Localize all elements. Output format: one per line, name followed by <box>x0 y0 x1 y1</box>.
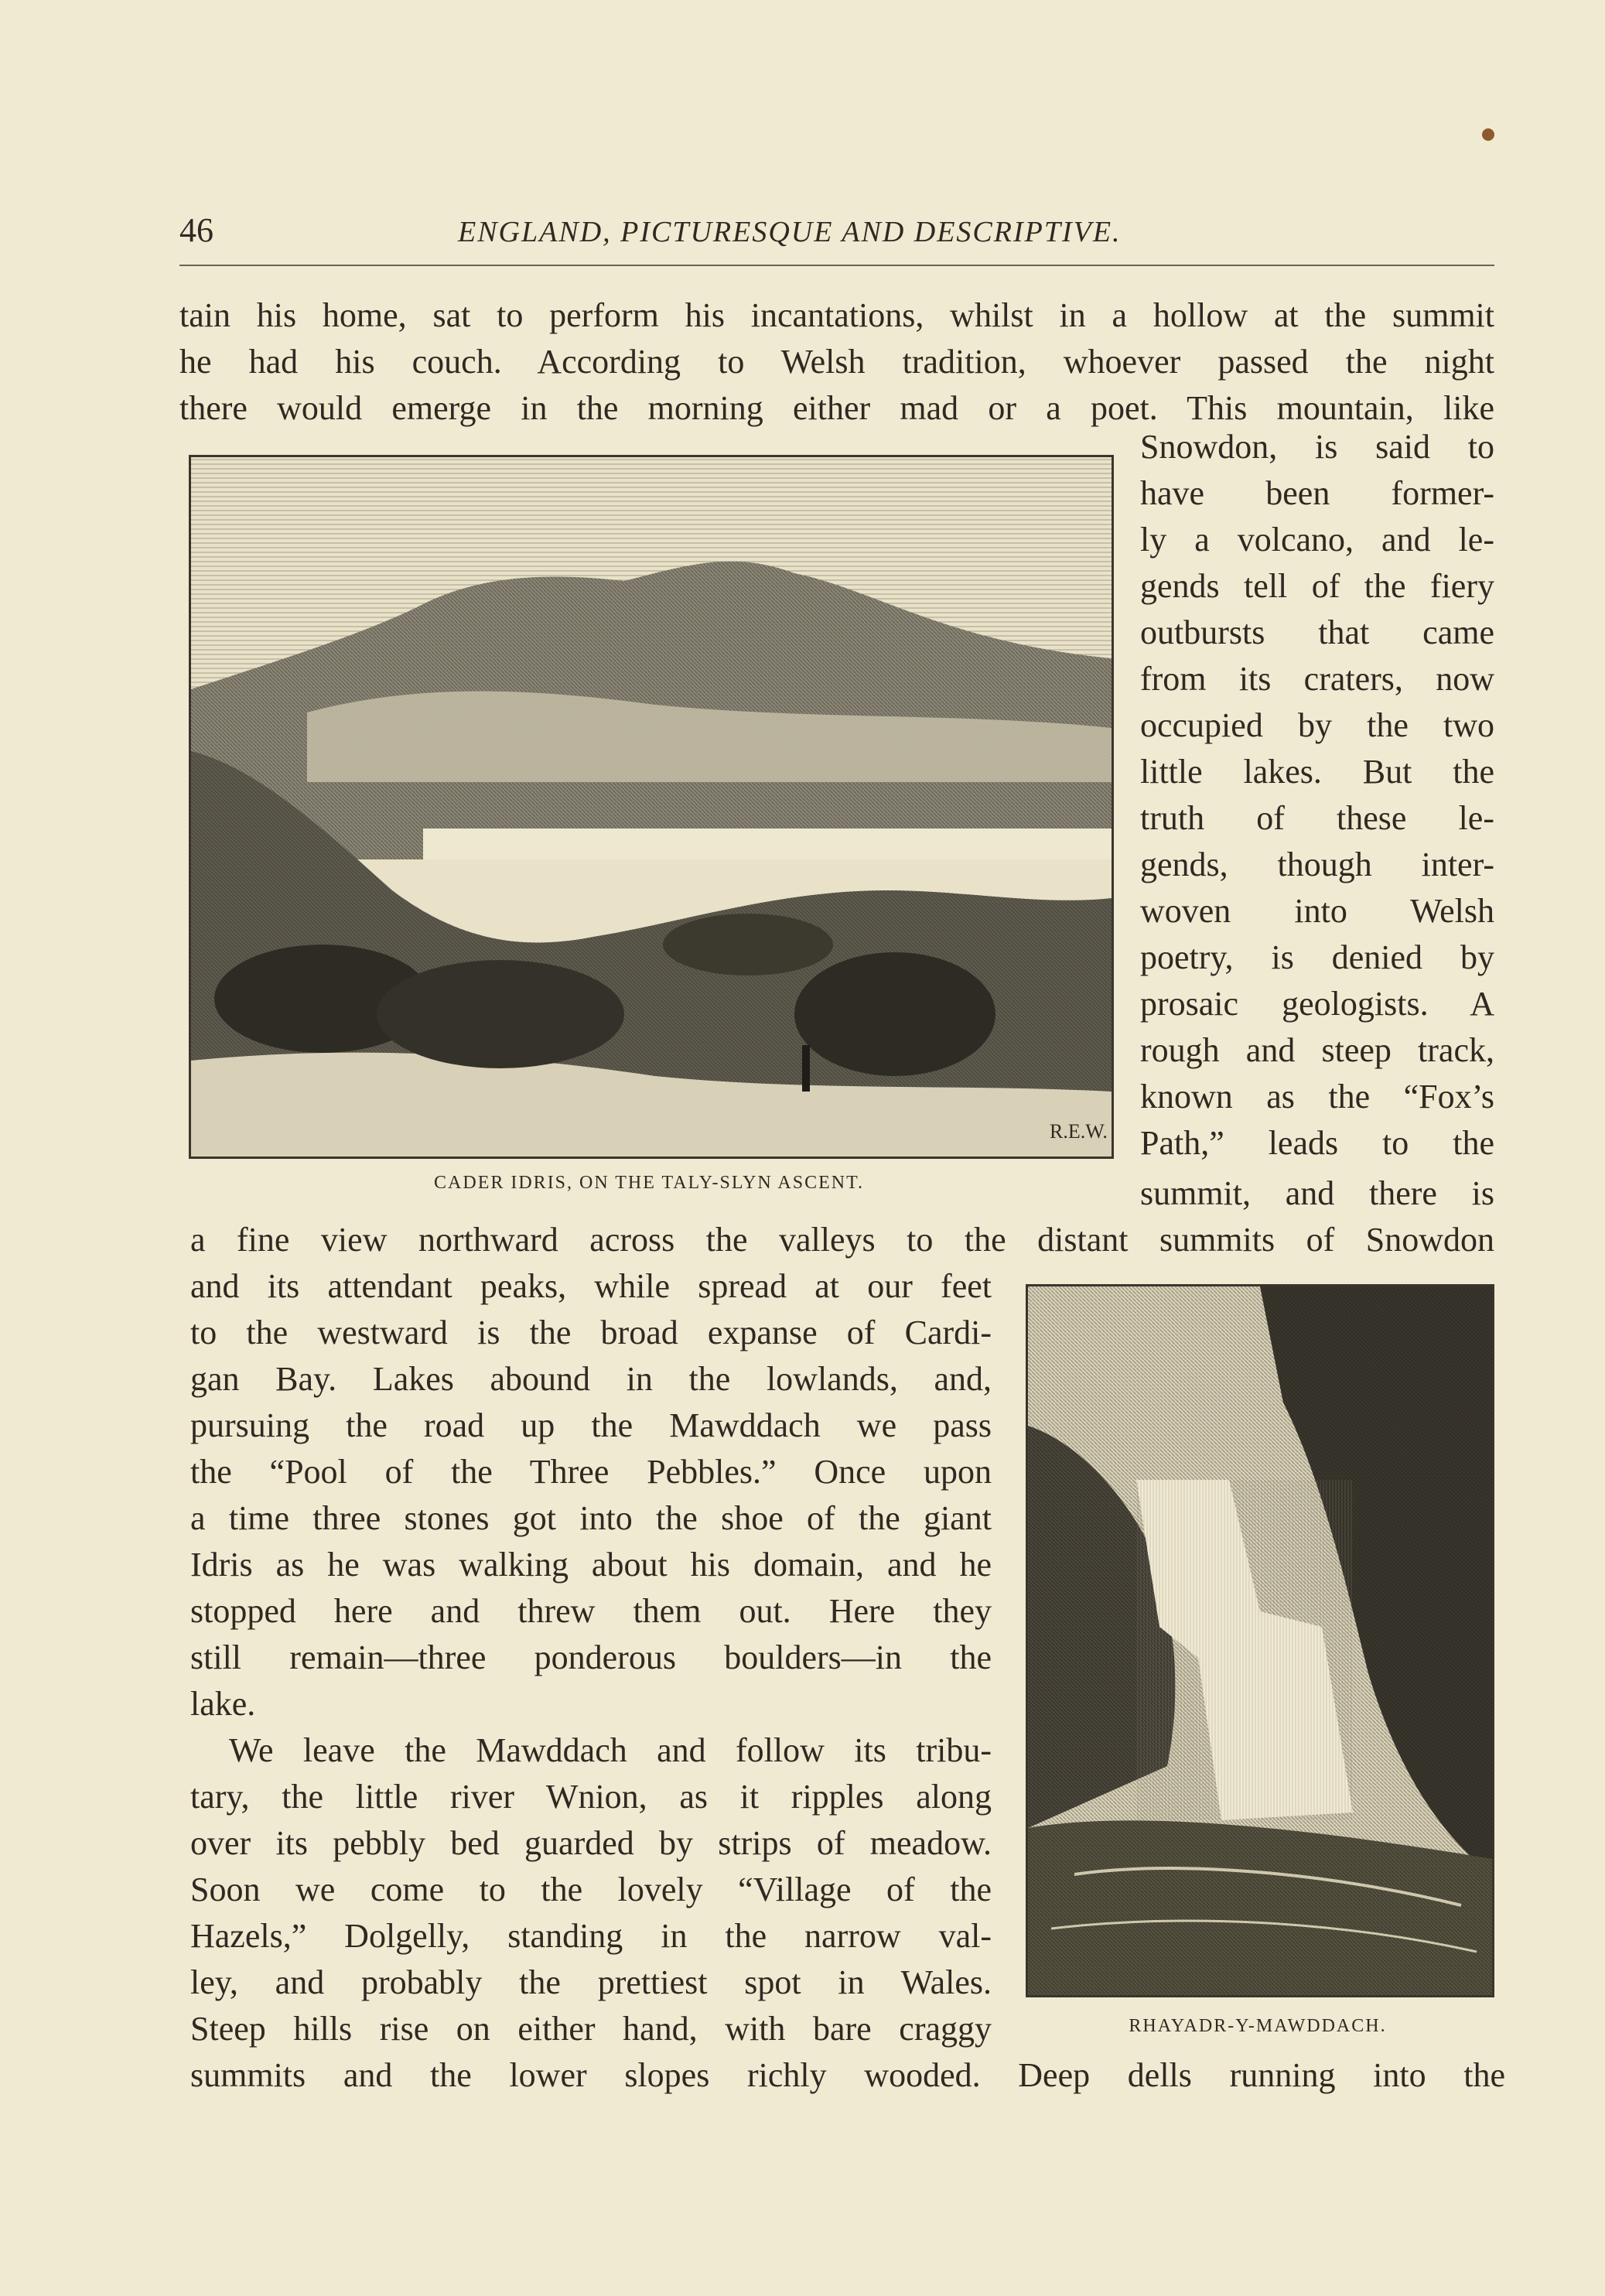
engraving-waterfall <box>1028 1286 1492 1995</box>
page-header <box>179 210 1494 265</box>
ink-spot <box>1482 128 1494 141</box>
text-line: occupied by the two <box>1140 706 1494 744</box>
text-line: stopped here and threw them out. Here they <box>190 1592 992 1630</box>
engraving-landscape <box>191 457 1112 1157</box>
text-line: ley, and probably the prettiest spot in Wales. <box>190 1963 992 2001</box>
text-line: the “Pool of the Three Pebbles.” Once upon <box>190 1453 992 1491</box>
illustration-waterfall <box>1026 1284 1494 1997</box>
text-line: Idris as he was walking about his domain, and he <box>190 1546 992 1584</box>
text-line: he had his couch. According to Welsh tradition, whoever passed the night <box>179 343 1494 381</box>
text-line: Path,” leads to the <box>1140 1124 1494 1162</box>
text-line: summit, and there is <box>1140 1174 1494 1212</box>
text-line: lake. <box>190 1685 256 1723</box>
header-rule <box>179 265 1494 266</box>
text-line: prosaic geologists. A <box>1140 985 1494 1023</box>
text-line: a fine view northward across the valleys to the distant summits of Snowdon <box>190 1221 1494 1259</box>
text-line: Steep hills rise on either hand, with bare craggy <box>190 2010 992 2048</box>
text-line: known as the “Fox’s <box>1140 1078 1494 1116</box>
text-line: over its pebbly bed guarded by strips of meadow. <box>190 1824 992 1862</box>
text-line: pursuing the road up the Mawddach we pass <box>190 1406 992 1444</box>
text-line: from its craters, now <box>1140 660 1494 698</box>
text-line: there would emerge in the morning either mad or a poet. This mountain, like <box>179 389 1494 427</box>
text-line: tain his home, sat to perform his incantations, whilst in a hollow at the summit <box>179 296 1494 334</box>
text-line: truth of these le- <box>1140 799 1494 837</box>
text-line: Snowdon, is said to <box>1140 428 1494 466</box>
text-line: little lakes. But the <box>1140 753 1494 791</box>
figure-caption: RHAYADR-Y-MAWDDACH. <box>1129 2016 1387 2036</box>
text-line: gends, though inter- <box>1140 846 1494 883</box>
text-line: summits and the lower slopes richly wooded. Deep dells running into the <box>190 2056 1505 2094</box>
text-line: poetry, is denied by <box>1140 938 1494 976</box>
text-line: gan Bay. Lakes abound in the lowlands, and, <box>190 1360 992 1398</box>
text-line: to the westward is the broad expanse of Cardi- <box>190 1314 992 1351</box>
illustration-cader-idris <box>189 455 1114 1159</box>
text-line: and its attendant peaks, while spread at our feet <box>190 1267 992 1305</box>
text-line: ly a volcano, and le- <box>1140 521 1494 559</box>
running-title: ENGLAND, PICTURESQUE AND DESCRIPTIVE. <box>458 216 1122 248</box>
text-line: gends tell of the fiery <box>1140 567 1494 605</box>
figure-caption: CADER IDRIS, ON THE TALY-SLYN ASCENT. <box>434 1173 864 1193</box>
engraver-signature: R.E.W. <box>1050 1120 1108 1143</box>
page-number: 46 <box>179 211 213 249</box>
text-line: a time three stones got into the shoe of the giant <box>190 1499 992 1537</box>
text-line: woven into Welsh <box>1140 892 1494 930</box>
text-line: Hazels,” Dolgelly, standing in the narrow val- <box>190 1917 992 1955</box>
text-line: tary, the little river Wnion, as it ripples along <box>190 1778 992 1816</box>
text-line: have been former- <box>1140 474 1494 512</box>
text-line: rough and steep track, <box>1140 1031 1494 1069</box>
text-line: Soon we come to the lovely “Village of the <box>190 1871 992 1908</box>
text-line: outbursts that came <box>1140 613 1494 651</box>
text-line: We leave the Mawddach and follow its tribu- <box>229 1731 992 1769</box>
text-line: still remain—three ponderous boulders—in the <box>190 1638 992 1676</box>
